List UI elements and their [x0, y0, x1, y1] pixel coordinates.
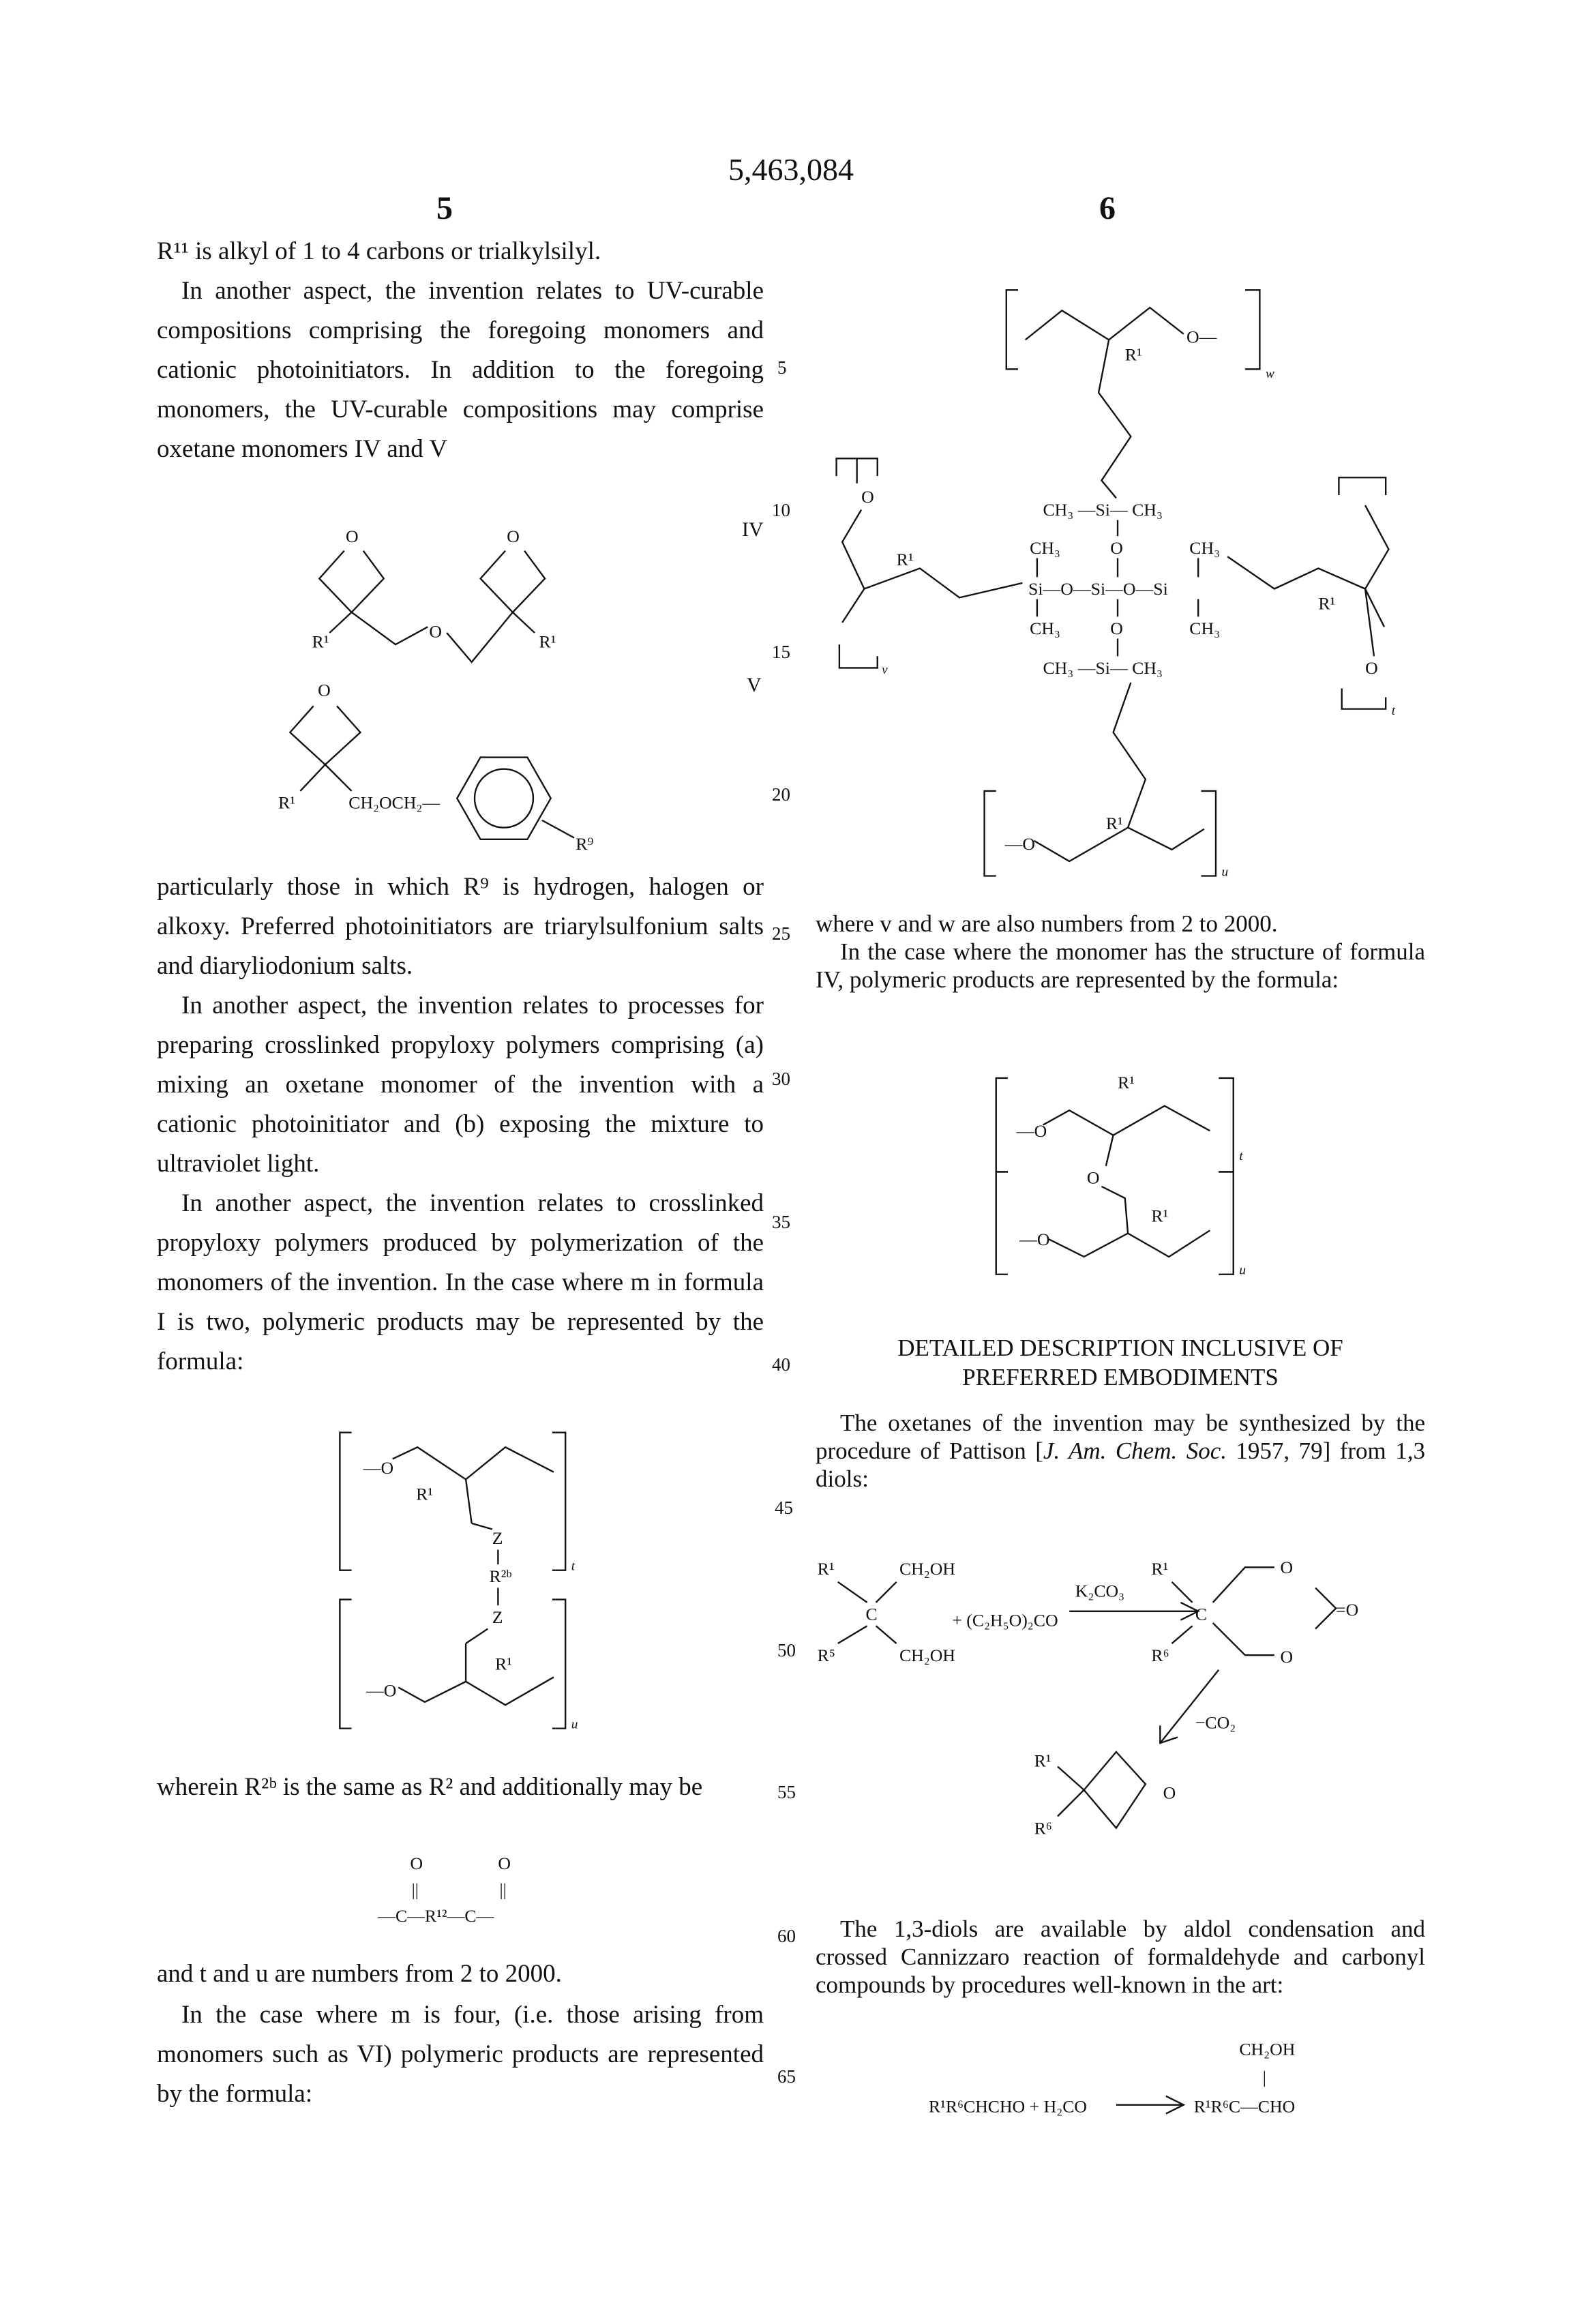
ch3-label: CH₃ — [1030, 619, 1060, 638]
line-number: 15 — [772, 642, 790, 663]
line-number: 40 — [772, 1354, 790, 1375]
section-heading-line-2: PREFERRED EMBODIMENTS — [816, 1362, 1425, 1392]
subscript-t: t — [571, 1560, 576, 1574]
oxygen-label: O — [1110, 538, 1123, 558]
bond: | — [1263, 2067, 1266, 2087]
subscript-t: t — [1239, 1149, 1243, 1163]
right-paragraph-1: where v and w are also numbers from 2 to 2000. — [816, 910, 1425, 938]
aldol-product: R¹R⁶C—CHO — [1194, 2096, 1295, 2116]
subscript-t: t — [1392, 704, 1396, 718]
r1-label: R¹ — [1151, 1559, 1168, 1579]
left-paragraph-1: R¹¹ is alkyl of 1 to 4 carbons or trialkylsilyl. — [157, 232, 764, 271]
subscript-u: u — [1239, 1264, 1246, 1278]
right-paragraph-2: In the case where the monomer has the structure of formula IV, polymeric products are represented by the formula: — [816, 938, 1425, 994]
ch3-label: CH₃ — [1189, 619, 1220, 638]
column-number-left: 5 — [436, 191, 453, 226]
ch3-label: CH₃ — [1189, 538, 1220, 558]
carbonyl-label: =O — [1336, 1600, 1358, 1620]
diacyl-group — [377, 1853, 511, 1926]
si-chain-label: Si—O—Si—O—Si — [1028, 579, 1168, 599]
siloxane-polymer — [837, 290, 1396, 879]
line-number: 45 — [775, 1498, 793, 1519]
r1-label: R¹ — [1034, 1751, 1051, 1770]
z-label: Z — [492, 1528, 503, 1548]
r6-label: R⁶ — [1151, 1645, 1169, 1665]
oxygen-label: O — [507, 526, 520, 546]
oxygen-label: O — [861, 487, 874, 507]
oxygen-label: O — [1163, 1783, 1176, 1803]
oxygen-label: O — [410, 1853, 423, 1873]
left-paragraph-6: wherein R²ᵇ is the same as R² and additionally may be — [157, 1768, 764, 1807]
structure-v — [278, 680, 593, 854]
co2-loss-label: −CO₂ — [1195, 1713, 1236, 1733]
left-paragraph-3: particularly those in which R⁹ is hydrogen, halogen or alkoxy. Preferred photoinitiators are triarylsulfonium salts and diaryliodonium salts. — [157, 867, 764, 986]
si-label: CH₃ —Si— CH₃ — [1043, 658, 1162, 678]
journal-citation: J. Am. Chem. Soc. — [1043, 1437, 1227, 1464]
o-dash-label: O— — [1186, 327, 1217, 347]
patent-number: 5,463,084 — [0, 151, 1582, 188]
oxygen-label: O — [1087, 1168, 1100, 1188]
o-dash-label: —O — [363, 1458, 393, 1478]
line-number: 35 — [772, 1212, 790, 1233]
oxygen-label: O — [1280, 1558, 1293, 1577]
o-dash-label: —O — [1016, 1121, 1047, 1141]
oxygen-label: O — [429, 621, 442, 641]
carbon-label: C — [1195, 1605, 1207, 1624]
oxygen-label: O — [1110, 619, 1123, 638]
r1-label: R¹ — [1151, 1206, 1168, 1225]
subscript-v: v — [882, 663, 888, 677]
r2b-label: R²ᵇ — [489, 1566, 511, 1586]
left-paragraph-8: In the case where m is four, (i.e. those arising from monomers such as VI) polymeric products are represented by the formula: — [157, 1995, 764, 2114]
text: The oxetanes of the invention may be synthesized by the procedure of Pattison [ — [816, 1410, 1425, 1464]
oxygen-label: O — [498, 1853, 511, 1873]
ch2oh-label: CH₂OH — [899, 1559, 955, 1579]
z-label: Z — [492, 1607, 503, 1627]
o-dash-label: —O — [1019, 1230, 1049, 1249]
r1-label: R¹ — [416, 1485, 433, 1504]
r1-label: R¹ — [1318, 594, 1335, 614]
line-number: 50 — [777, 1640, 796, 1661]
right-paragraph-4: The 1,3-diols are available by aldol condensation and crossed Cannizzaro reaction of formaldehyde and carbonyl compounds by procedures well-known in the art: — [816, 1915, 1425, 1999]
r1-label: R¹ — [897, 550, 914, 569]
r9-label: R⁹ — [576, 834, 593, 854]
r6-label: R⁶ — [1034, 1818, 1052, 1838]
subscript-w: w — [1266, 367, 1274, 381]
formula-label-v: V — [747, 674, 762, 697]
catalyst-label: K₂CO₃ — [1075, 1581, 1124, 1600]
r1-label: R¹ — [1125, 344, 1142, 364]
ch2oh-label: CH₂OH — [899, 1645, 955, 1665]
line-number: 10 — [772, 500, 790, 521]
structure-iv — [312, 526, 556, 662]
polymer-iv — [996, 1073, 1246, 1278]
line-number: 25 — [772, 923, 790, 944]
o-dash-label: —O — [1004, 834, 1035, 854]
left-paragraph-5: In another aspect, the invention relates to crosslinked propyloxy polymers produced by polymerization of the monomers of the invention. In the case where m in formula I is two, polymeric products may be represented by the formula: — [157, 1184, 764, 1382]
oxygen-label: O — [1365, 658, 1378, 678]
subscript-u: u — [571, 1718, 578, 1732]
oxygen-label: O — [1280, 1647, 1293, 1667]
line-number: 5 — [777, 357, 787, 378]
ch3-label: CH₃ — [1030, 538, 1060, 558]
r1-label: R¹ — [278, 793, 295, 813]
section-heading-line-1: DETAILED DESCRIPTION INCLUSIVE OF — [816, 1333, 1425, 1362]
oxygen-label: O — [346, 526, 359, 546]
subscript-u: u — [1222, 865, 1229, 879]
r5-label: R⁵ — [818, 1645, 835, 1665]
double-bond: || — [500, 1879, 507, 1899]
r1-label: R¹ — [1118, 1073, 1135, 1092]
column-number-right: 6 — [1099, 191, 1116, 226]
left-paragraph-4: In another aspect, the invention relates to processes for preparing crosslinked propyloxy polymers comprising (a) mixing an oxetane monomer of the invention with a cationic photoinitiator and (b) exposing the mixture to ultraviolet light. — [157, 986, 764, 1184]
r1-label: R¹ — [539, 631, 556, 651]
oxetane-synthesis-scheme — [818, 1558, 1359, 1838]
carbon-label: C — [866, 1605, 878, 1624]
r1-label: R¹ — [495, 1654, 512, 1674]
left-paragraph-7: and t and u are numbers from 2 to 2000. — [157, 1954, 764, 1994]
oxygen-label: O — [318, 680, 331, 700]
formula-label-iv: IV — [742, 518, 764, 541]
reagent-label: + (C₂H₅O)₂CO — [952, 1610, 1058, 1630]
left-paragraph-2: In another aspect, the invention relates to UV-curable compositions comprising the foregoing monomers and cationic photoinitiators. In addition to the foregoing monomers, the UV-curable compositions may comprise oxetane monomers IV and V — [157, 271, 764, 469]
aldol-reactants: R¹R⁶CHCHO + H₂CO — [929, 2096, 1087, 2116]
r1-label: R¹ — [1106, 814, 1123, 833]
line-number: 60 — [777, 1926, 796, 1947]
line-number: 65 — [777, 2066, 796, 2087]
line-number: 30 — [772, 1069, 790, 1090]
r1-label: R¹ — [312, 631, 329, 651]
ch2oh-label: CH₂OH — [1239, 2040, 1295, 2059]
text: 1957, 79] from 1,3 diols: — [816, 1437, 1425, 1492]
double-bond: || — [412, 1879, 419, 1899]
line-number: 20 — [772, 784, 790, 805]
ch2och2-label: CH₂OCH₂— — [348, 793, 440, 813]
si-label: CH₃ —Si— CH₃ — [1043, 500, 1162, 520]
line-number: 55 — [777, 1782, 796, 1803]
o-dash-label: —O — [365, 1680, 396, 1700]
acyl-label: —C—R¹²—C— — [377, 1906, 494, 1926]
r1-label: R¹ — [818, 1559, 835, 1579]
chemical-structures — [0, 0, 1582, 2324]
aldol-scheme — [929, 2040, 1295, 2117]
polymer-m2 — [340, 1433, 578, 1732]
